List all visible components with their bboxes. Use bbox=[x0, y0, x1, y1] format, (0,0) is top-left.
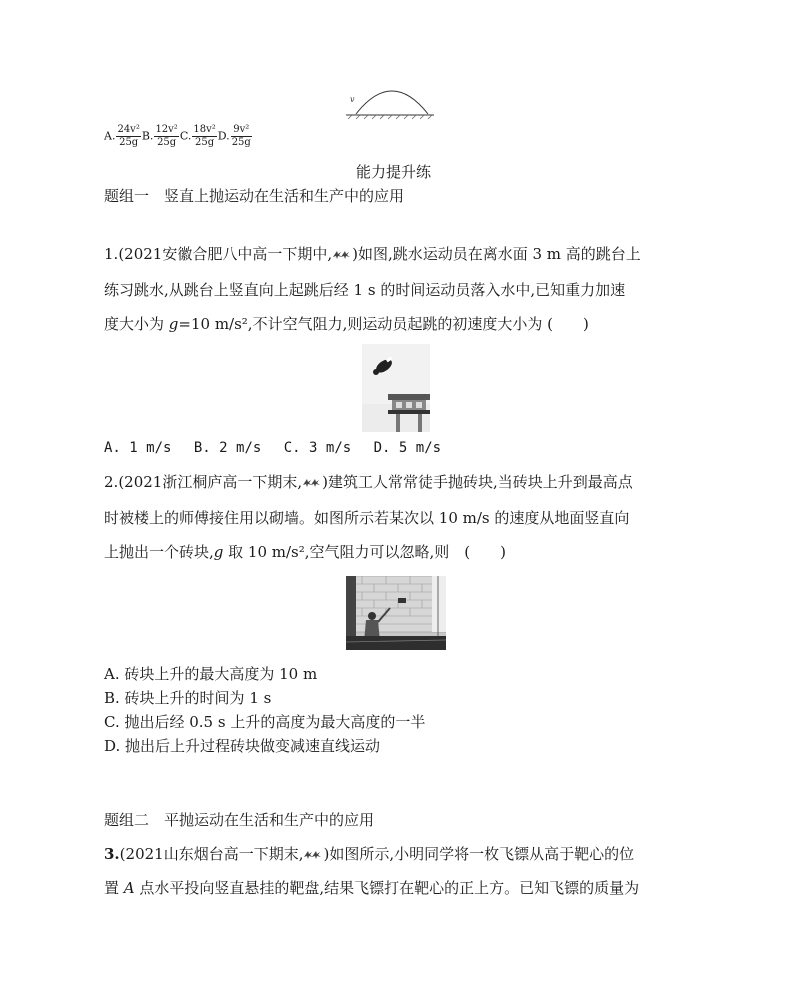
q1-source: (2021安徽合肥八中高一下期中, bbox=[118, 245, 333, 263]
q2-source: (2021浙江桐庐高一下期末, bbox=[118, 473, 303, 491]
difficulty-star-icon bbox=[332, 248, 352, 260]
option-c-fraction: $\frac{\text{18v²}}{25g}$ bbox=[193, 124, 216, 148]
option-b-label: B. bbox=[141, 129, 154, 143]
difficulty-star-icon bbox=[303, 848, 323, 860]
q2-option-b: B. 砖块上升的时间为 1 s bbox=[104, 689, 272, 707]
option-b-fraction: $\frac{\text{12v²}}{25g}$ bbox=[155, 124, 178, 148]
q2-number: 2. bbox=[104, 473, 119, 491]
q1-line2: 练习跳水,从跳台上竖直向上起跳后经 1 s 的时间运动员落入水中,已知重力加速 bbox=[104, 281, 626, 299]
difficulty-star-icon bbox=[302, 476, 322, 488]
option-a-fraction: $\frac{\text{24v²}}{25g}$ bbox=[117, 124, 140, 148]
option-c-label: C. bbox=[179, 129, 192, 143]
projectile-arc-figure bbox=[342, 82, 438, 120]
q2-option-d: D. 抛出后上升过程砖块做变减速直线运动 bbox=[104, 737, 381, 755]
option-d-label: D. bbox=[217, 129, 230, 143]
option-d-fraction: $\frac{\text{9v²}}{25g}$ bbox=[231, 124, 251, 148]
q2-line2: 时被楼上的师傅接住用以砌墙。如图所示若某次以 10 m/s 的速度从地面竖直向 bbox=[104, 509, 630, 527]
q1-line1: 1.(2021安徽合肥八中高一下期中, )如图,跳水运动员在离水面 3 m 高的跳台上 bbox=[104, 245, 641, 263]
q2-line3: 上抛出一个砖块,g 取 10 m/s²,空气阻力可以忽略,则 ( ) bbox=[104, 543, 507, 561]
q3-line2: 置 A 点水平投向竖直悬挂的靶盘,结果飞镖打在靶心的正上方。已知飞镖的质量为 bbox=[104, 879, 640, 897]
brick bbox=[398, 598, 406, 603]
q3-source: (2021山东烟台高一下期末, bbox=[119, 845, 304, 863]
q2-line1: 2.(2021浙江桐庐高一下期末, )建筑工人常常徒手抛砖块,当砖块上升到最高点 bbox=[104, 473, 633, 491]
q1-options bbox=[104, 438, 441, 458]
projectile-arc bbox=[356, 91, 428, 114]
q1-option-a: A. 1 m/s bbox=[104, 440, 172, 456]
brick-toss-photo bbox=[346, 576, 446, 650]
q1-option-d: D. 5 m/s bbox=[373, 440, 442, 456]
q1-option-c: C. 3 m/s bbox=[283, 440, 352, 456]
q2-option-a: A. 砖块上升的最大高度为 10 m bbox=[104, 665, 318, 683]
q3-line1: 3.(2021山东烟台高一下期末, )如图所示,小明同学将一枚飞镖从高于靶心的位 bbox=[104, 845, 635, 863]
diver-photo bbox=[362, 344, 430, 432]
section-title: 能力提升练 bbox=[356, 163, 432, 181]
option-a-label: A. bbox=[104, 129, 116, 143]
point-a-label: A bbox=[123, 879, 135, 897]
q3-number: 3. bbox=[104, 845, 120, 863]
group1-title: 题组一 竖直上抛运动在生活和生产中的应用 bbox=[104, 187, 405, 205]
q1-number: 1. bbox=[104, 245, 119, 263]
q1-option-b: B. 2 m/s bbox=[193, 440, 262, 456]
q2-option-c: C. 抛出后经 0.5 s 上升的高度为最大高度的一半 bbox=[104, 713, 426, 731]
velocity-label: v bbox=[350, 95, 355, 104]
q1-line3: 度大小为 g=10 m/s²,不计空气阻力,则运动员起跳的初速度大小为 ( ) bbox=[104, 315, 589, 333]
top-options bbox=[104, 124, 253, 149]
brick-wall bbox=[346, 576, 446, 632]
group2-title: 题组二 平抛运动在生活和生产中的应用 bbox=[104, 811, 375, 829]
ground-hatching bbox=[348, 115, 432, 119]
